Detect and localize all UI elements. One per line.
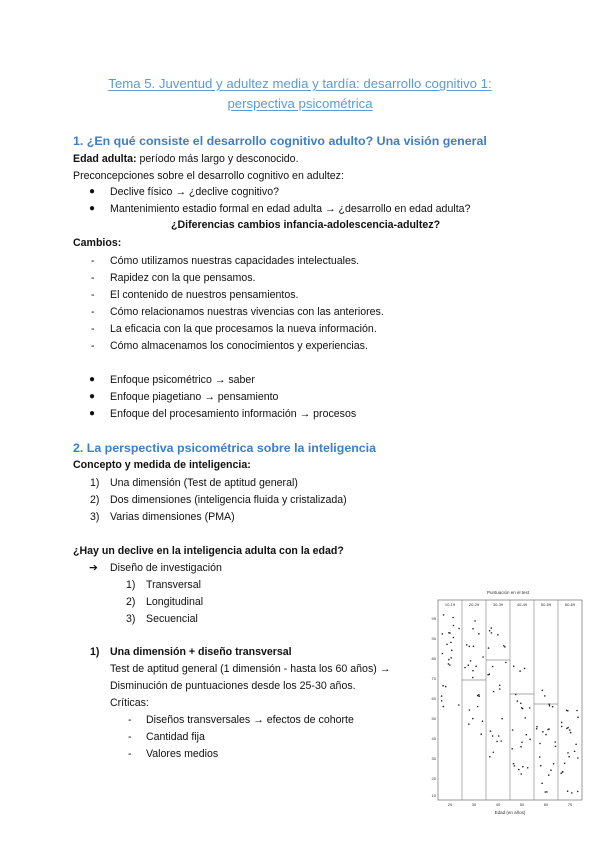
scatter-point <box>468 723 470 725</box>
design-item: Secuencial <box>146 613 198 625</box>
sub1-text-line-2: Disminución de puntuaciones desde los 25-30 años. <box>110 680 356 692</box>
adult-age-label: Edad adulta: <box>73 153 137 165</box>
bullet-dot-icon: ● <box>89 186 96 197</box>
scatter-point <box>472 718 474 720</box>
decline-question: ¿Hay un declive en la inteligencia adulta con la edad? <box>73 545 344 557</box>
y-tick: 80 <box>431 656 436 661</box>
scatter-point <box>488 647 490 649</box>
x-tick-labels <box>448 802 573 807</box>
column-label: 50-59 <box>540 602 552 607</box>
dash-marker: - <box>91 323 95 335</box>
scatter-point <box>472 628 474 630</box>
scatter-point <box>520 703 522 705</box>
scatter-point <box>576 710 578 712</box>
scatter-point <box>577 716 579 718</box>
scatter-point <box>548 774 550 776</box>
column-label: 30-39 <box>492 602 504 607</box>
y-tick: 99 <box>431 616 436 621</box>
scatter-point <box>482 720 484 722</box>
column-label: 40-49 <box>516 602 528 607</box>
scatter-point <box>475 665 477 667</box>
scatter-point <box>548 703 550 705</box>
scatter-point <box>545 791 547 793</box>
test-score-figure-svg <box>428 588 590 818</box>
scatter-point <box>453 637 455 639</box>
list-number: 1) <box>90 477 100 489</box>
scatter-point <box>469 709 471 711</box>
scatter-point <box>522 766 524 768</box>
changes-label: Cambios: <box>73 237 122 249</box>
scatter-point <box>529 707 531 709</box>
scatter-point <box>492 735 494 737</box>
list-number: 3) <box>126 613 136 625</box>
dimension-item: Varias dimensiones (PMA) <box>110 511 235 523</box>
section-2-heading: 2. La perspectiva psicométrica sobre la inteligencia <box>73 441 377 455</box>
scatter-point <box>526 734 528 736</box>
scatter-point <box>469 646 471 648</box>
approach-item: Enfoque psicométrico → saber <box>110 374 255 386</box>
column-label: 20-29 <box>468 602 480 607</box>
design-label: Diseño de investigación <box>110 562 222 574</box>
scatter-point <box>570 732 572 734</box>
scatter-point <box>505 662 507 664</box>
scatter-point <box>449 664 451 666</box>
scatter-point <box>547 729 549 731</box>
scatter-point <box>544 695 546 697</box>
scatter-point <box>472 670 474 672</box>
scatter-point <box>448 632 450 634</box>
scatter-point <box>554 741 556 743</box>
scatter-point <box>536 726 538 728</box>
scatter-point <box>513 763 515 765</box>
bullet-item: Declive físico → ¿declive cognitivo? <box>110 186 279 198</box>
scatter-point <box>473 646 475 648</box>
scatter-point <box>529 739 531 741</box>
column-dividers <box>462 600 558 800</box>
scatter-point <box>574 751 576 753</box>
change-item: Rapidez con la que pensamos. <box>110 272 256 284</box>
scatter-point <box>518 769 520 771</box>
subsection-heading: Una dimensión + diseño transversal <box>110 646 292 658</box>
approach-item: Enfoque del procesamiento información → procesos <box>110 408 357 420</box>
scatter-point <box>472 677 474 679</box>
scatter-point <box>552 706 554 708</box>
scatter-point <box>521 742 523 744</box>
bullet-dot-icon: ● <box>89 408 96 419</box>
scatter-point <box>540 765 542 767</box>
scatter-point <box>442 685 444 687</box>
scatter-point <box>575 744 577 746</box>
scatter-point <box>564 763 566 765</box>
y-tick: 30 <box>431 756 436 761</box>
change-item: Cómo utilizamos nuestras capacidades intelectuales. <box>110 255 360 267</box>
scatter-point <box>442 653 444 655</box>
scatter-point <box>524 668 526 670</box>
scatter-point <box>520 773 522 775</box>
scatter-point <box>491 627 493 629</box>
scatter-point <box>448 659 450 661</box>
y-tick-labels <box>432 616 437 798</box>
scatter-point <box>468 664 470 666</box>
dash-marker: - <box>128 748 132 760</box>
scatter-point <box>517 700 519 702</box>
list-number: 2) <box>126 596 136 608</box>
bullet-dot-icon: ● <box>89 391 96 402</box>
scatter-point <box>568 756 570 758</box>
scatter-point <box>527 767 529 769</box>
list-number: 2) <box>90 494 100 506</box>
scatter-point <box>445 686 447 688</box>
bullet-item: Mantenimiento estadio formal en edad adulta → ¿desarrollo en edad adulta? <box>110 203 471 215</box>
x-tick: 20 <box>447 802 453 807</box>
column-label: 10-19 <box>444 602 456 607</box>
document-title-line-1: Tema 5. Juventud y adultez media y tardía: desarrollo cognitivo 1: <box>108 76 492 91</box>
figure-top-label: Puntuación en el test <box>486 590 530 595</box>
scatter-point <box>489 756 491 758</box>
scatter-point <box>443 614 445 616</box>
design-item: Longitudinal <box>146 596 204 608</box>
document-title-line-2: perspectiva psicométrica <box>227 96 373 111</box>
scatter-point <box>515 694 517 696</box>
scatter-point <box>501 718 503 720</box>
dash-marker: - <box>91 306 95 318</box>
scatter-point <box>541 783 543 785</box>
scatter-point <box>451 650 453 652</box>
scatter-point <box>478 633 480 635</box>
scatter-point <box>549 705 551 707</box>
scatter-point <box>458 704 460 706</box>
scatter-point <box>520 746 522 748</box>
scatter-point <box>511 748 513 750</box>
scatter-point <box>493 691 495 693</box>
scatter-point <box>478 694 480 696</box>
approach-item: Enfoque piagetiano → pensamiento <box>110 391 279 403</box>
dimension-item: Dos dimensiones (inteligencia fluida y cristalizada) <box>110 494 347 506</box>
scatter-point <box>560 773 562 775</box>
scatter-point <box>497 634 499 636</box>
x-tick: 30 <box>471 802 477 807</box>
scatter-point <box>470 660 472 662</box>
x-tick: 70 <box>567 802 573 807</box>
section-1-heading: 1. ¿En qué consiste el desarrollo cognitivo adulto? Una visión general <box>73 134 487 148</box>
scatter-point <box>561 722 563 724</box>
list-number: 1) <box>126 579 136 591</box>
scatter-point <box>441 695 443 697</box>
dash-marker: - <box>128 731 132 743</box>
dash-marker: - <box>91 272 95 284</box>
scatter-point <box>490 730 492 732</box>
design-item: Transversal <box>146 579 201 591</box>
change-item: Cómo almacenamos los conocimientos y experiencias. <box>110 340 368 352</box>
change-item: El contenido de nuestros pensamientos. <box>110 289 299 301</box>
dimension-item: Una dimensión (Test de aptitud general) <box>110 477 298 489</box>
scatter-point <box>545 734 547 736</box>
scatter-point <box>492 666 494 668</box>
x-axis-label: Edad (en años) <box>494 810 526 815</box>
scatter-point <box>500 740 502 742</box>
scatter-point <box>566 728 568 730</box>
scatter-point <box>577 757 579 759</box>
x-tick: 40 <box>495 802 501 807</box>
list-number: 3) <box>90 511 100 523</box>
critic-item: Diseños transversales → efectos de cohorte <box>146 714 354 726</box>
sub1-text-line-1: Test de aptitud general (1 dimensión - hasta los 60 años) → <box>110 663 391 675</box>
scatter-point <box>522 708 524 710</box>
y-tick: 60 <box>431 696 436 701</box>
dash-marker: - <box>128 714 132 726</box>
scatter-point <box>571 792 573 794</box>
preconceptions-line: Preconcepciones sobre el desarrollo cognitivo en adultez: <box>73 170 344 182</box>
y-tick: 90 <box>431 636 436 641</box>
scatter-point <box>491 632 493 634</box>
scatter-point <box>450 642 452 644</box>
x-tick: 60 <box>543 802 549 807</box>
scatter-point <box>446 644 448 646</box>
y-tick: 20 <box>431 776 436 781</box>
scatter-point <box>561 726 563 728</box>
change-item: La eficacia con la que procesamos la nueva información. <box>110 323 377 335</box>
scatter-point <box>567 710 569 712</box>
scatter-point <box>536 728 538 730</box>
scatter-point <box>441 700 443 702</box>
scatter-point <box>482 656 484 658</box>
scatter-point <box>442 633 444 635</box>
scatter-point <box>542 731 544 733</box>
scatter-point <box>539 743 541 745</box>
scatter-point <box>452 617 454 619</box>
scatter-point <box>519 670 521 672</box>
scatter-point <box>553 763 555 765</box>
scatter-point <box>550 769 552 771</box>
scatter-point <box>503 645 505 647</box>
scatter-point <box>555 746 557 748</box>
scatter-point <box>450 657 452 659</box>
scatter-point <box>542 690 544 692</box>
scatter-point <box>474 620 476 622</box>
scatter-point <box>562 771 564 773</box>
y-tick: 50 <box>431 716 436 721</box>
scatter-point <box>477 706 479 708</box>
bullet-dot-icon: ● <box>89 374 96 385</box>
y-tick: 70 <box>431 676 436 681</box>
scatter-point <box>478 696 480 698</box>
concept-label: Concepto y medida de inteligencia: <box>73 459 251 471</box>
scatter-point <box>577 791 579 793</box>
scatter-point <box>448 663 450 665</box>
test-score-figure <box>428 588 590 818</box>
scatter-point <box>489 673 491 675</box>
scatter-point <box>458 628 460 630</box>
y-tick: 40 <box>431 736 436 741</box>
scatter-point <box>499 688 501 690</box>
scatter-point <box>480 733 482 735</box>
column-labels <box>445 602 576 607</box>
scatter-point <box>539 756 541 758</box>
scatter-point <box>493 752 495 754</box>
adult-age-text: período más largo y desconocido. <box>136 153 299 165</box>
dash-marker: - <box>91 255 95 267</box>
scatter-point <box>466 644 468 646</box>
scatter-point <box>496 741 498 743</box>
scatter-point <box>489 630 491 632</box>
dash-marker: - <box>91 340 95 352</box>
scatter-point <box>498 735 500 737</box>
column-label: 60-69 <box>564 602 576 607</box>
scatter-point <box>513 665 515 667</box>
change-item: Cómo relacionamos nuestras vivencias con las anteriores. <box>110 306 384 318</box>
scatter-point <box>546 791 548 793</box>
critics-label: Críticas: <box>110 697 149 709</box>
critic-item: Valores medios <box>146 748 219 760</box>
scatter-point <box>512 729 514 731</box>
list-number: 1) <box>90 646 100 658</box>
scatter-point <box>567 752 569 754</box>
x-tick: 50 <box>519 802 525 807</box>
dash-marker: - <box>91 289 95 301</box>
scatter-point <box>499 685 501 687</box>
differences-question: ¿Diferencias cambios infancia-adolescencia-adultez? <box>171 219 441 231</box>
arrow-icon: ➔ <box>89 562 98 574</box>
scatter-point <box>464 667 466 669</box>
scatter-point <box>514 765 516 767</box>
scatter-point <box>567 790 569 792</box>
critic-item: Cantidad fija <box>146 731 205 743</box>
adult-age-line <box>73 153 299 165</box>
scatter-point <box>524 717 526 719</box>
bullet-dot-icon: ● <box>89 203 96 214</box>
scatter-point <box>569 729 571 731</box>
scatter-point <box>453 625 455 627</box>
scatter-point <box>443 706 445 708</box>
y-tick: 10 <box>431 793 436 798</box>
